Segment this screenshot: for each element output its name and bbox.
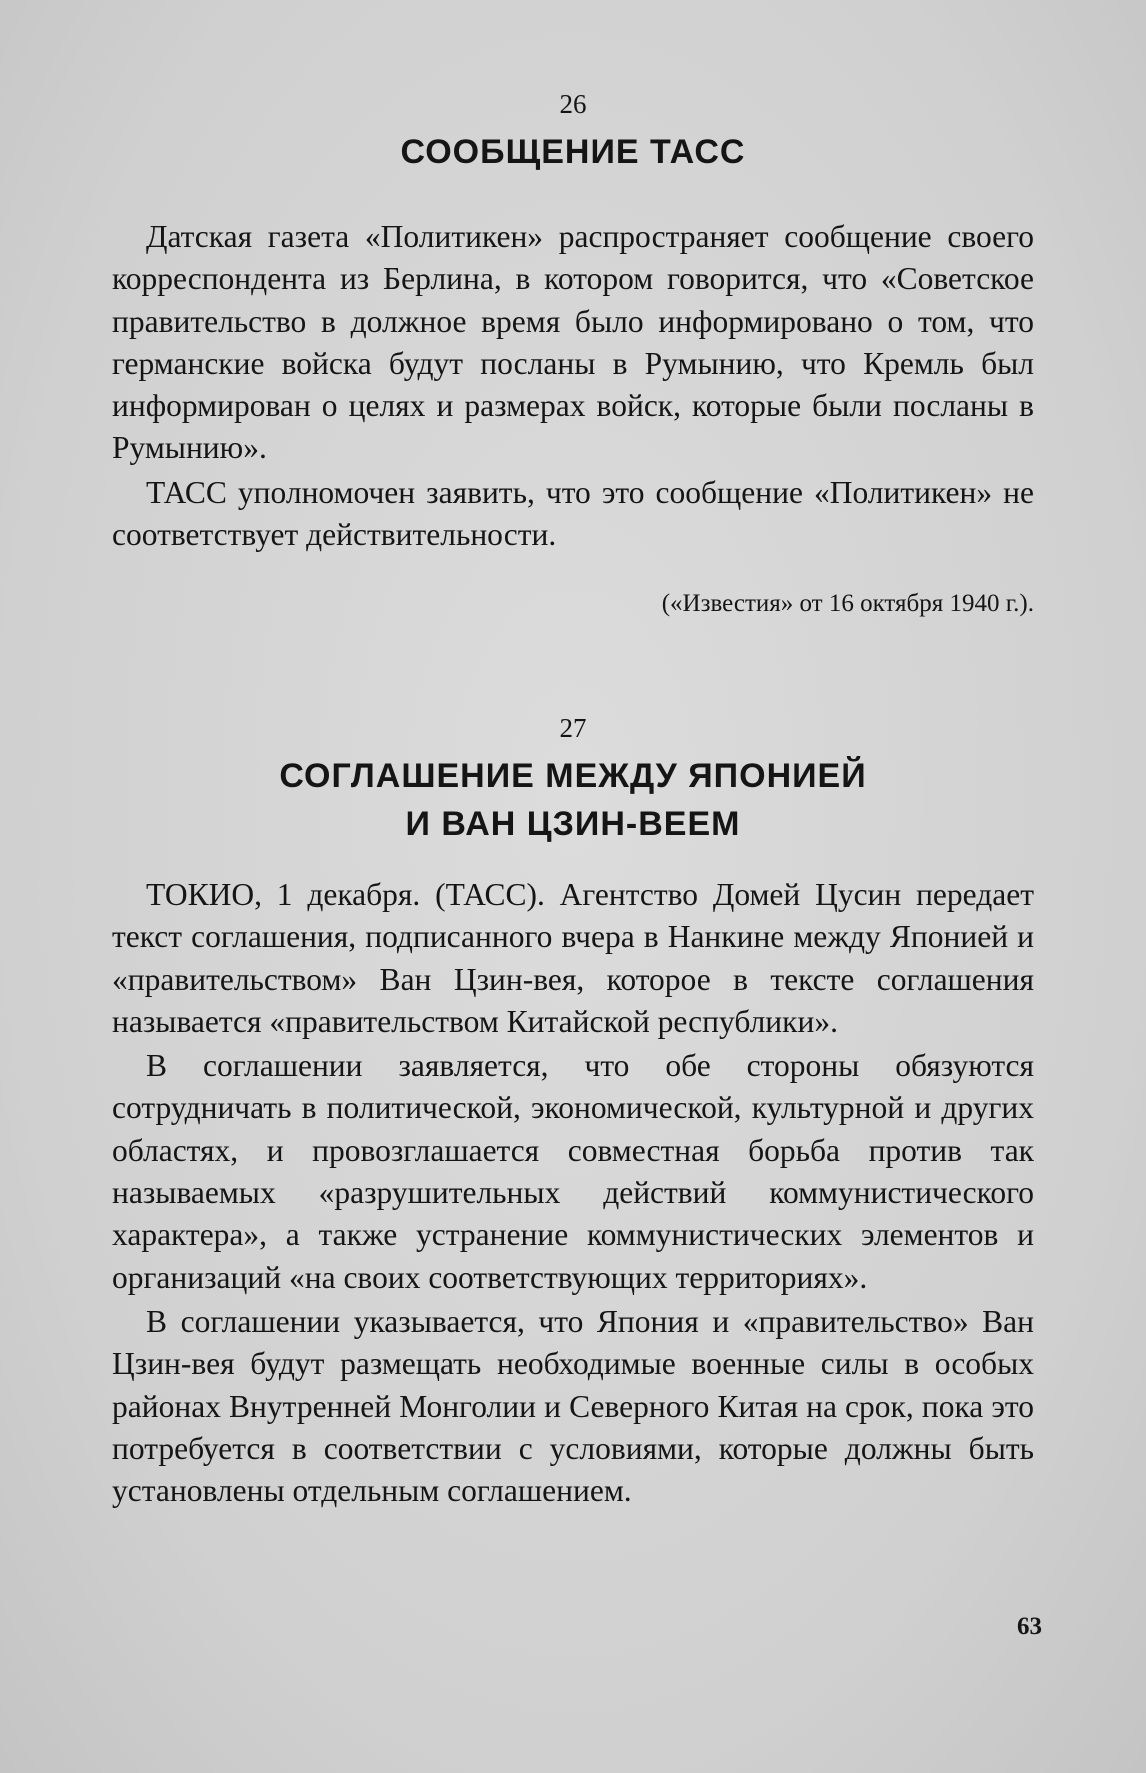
source-citation: («Известия» от 16 октября 1940 г.). bbox=[661, 590, 1034, 618]
article-26 bbox=[112, 88, 1034, 620]
article-paragraph: ТОКИО, 1 декабря. (ТАСС). Агентство Домей Цусин передает текст соглашения, подписанного вчера в Нанкине между Японией и «правительством» Ван Цзин-вея, которое в тексте соглашения называется «правительством Китайской республики». bbox=[112, 877, 1034, 1039]
article-27 bbox=[112, 712, 1034, 1514]
article-paragraph: ТАСС уполномочен заявить, что это сообщение «Политикен» не соответствует действительности. bbox=[112, 474, 1034, 553]
article-paragraph: Датская газета «Политикен» распространяет сообщение своего корреспондента из Берлина, в котором говорится, что «Советское правительство в должное время было информировано о том, что германские войска будут посланы в Румынию, что Кремль был информирован о целях и размерах войск, которые были посланы в Румынию». bbox=[112, 219, 1034, 466]
title-line: И ВАН ЦЗИН-ВЕЕМ bbox=[405, 805, 741, 843]
page-number: 63 bbox=[1017, 1613, 1042, 1640]
article-paragraph: В соглашении заявляется, что обе стороны обязуются сотрудничать в политической, экономической, культурной и других областях, и провозглашается совместная борьба против так называемых «разрушительных действий коммунистического характера», а также устранение коммунистических элементов и организаций «на своих соответствующих территориях». bbox=[112, 1048, 1034, 1295]
article-title bbox=[112, 752, 1034, 848]
title-line: СОГЛАШЕНИЕ МЕЖДУ ЯПОНИЕЙ bbox=[279, 757, 867, 795]
article-title: СООБЩЕНИЕ ТАСС bbox=[400, 133, 746, 171]
article-paragraph: В соглашении указывается, что Япония и «правительство» Ван Цзин-вея будут размещать необходимые военные силы в особых районах Внутренней Монголии и Северного Китая на срок, пока это потребуется в соответствии с условиями, которые должны быть установлены отдельным соглашением. bbox=[112, 1303, 1034, 1509]
article-number: 27 bbox=[559, 713, 587, 743]
article-number: 26 bbox=[559, 89, 587, 119]
